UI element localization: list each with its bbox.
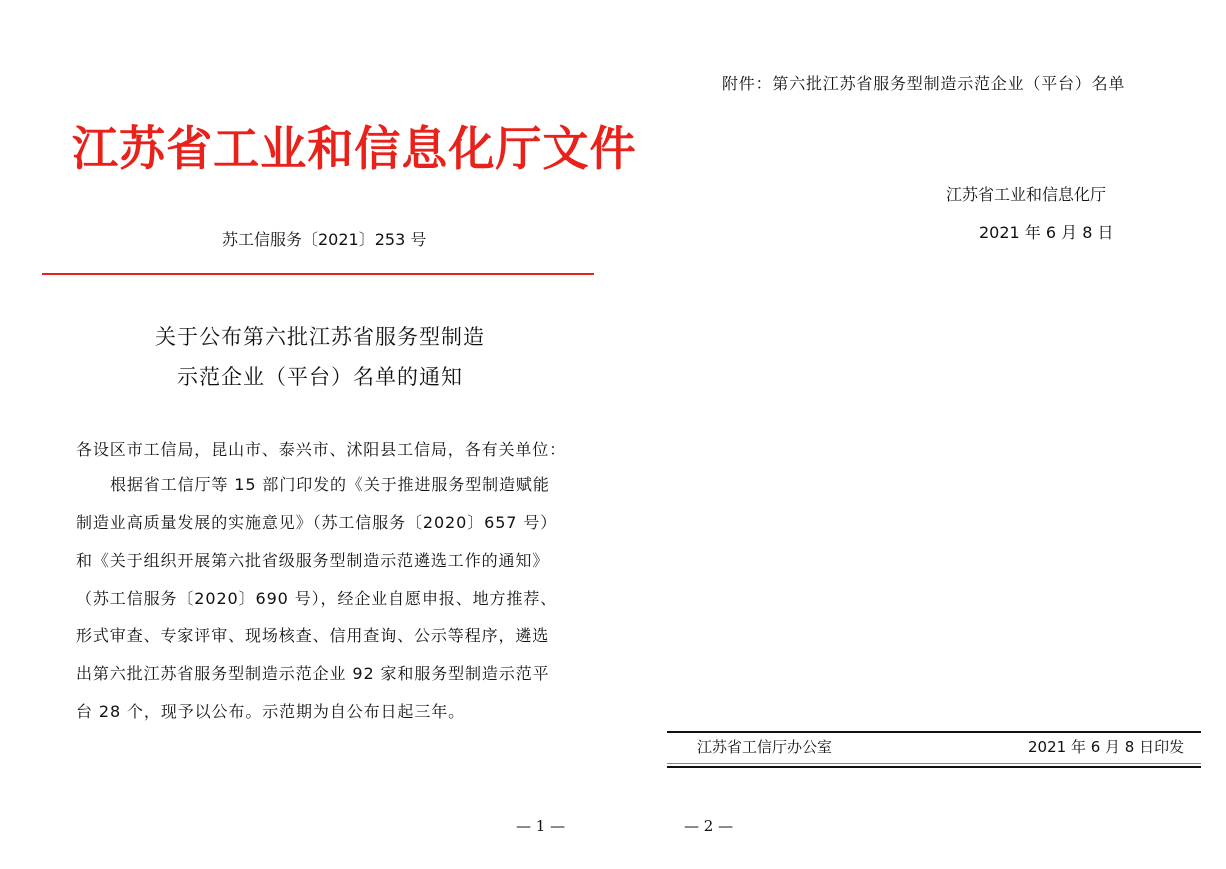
document-number: 苏工信服务〔2021〕253 号	[222, 230, 427, 249]
page-number-1: — 1 —	[516, 817, 566, 835]
footer-print-date: 2021 年 6 月 8 日印发	[1028, 738, 1185, 756]
notice-title-line-2: 示范企业（平台）名单的通知	[177, 365, 463, 389]
body-text-line: 制造业高质量发展的实施意见》（苏工信服务〔2020〕657 号）	[76, 513, 558, 532]
footer-inner-rule	[667, 763, 1201, 764]
body-text-line: 台 28 个，现予以公布。示范期为自公布日起三年。	[76, 702, 466, 721]
body-text-line: 和《关于组织开展第六批省级服务型制造示范遴选工作的通知》	[76, 551, 550, 570]
red-divider-line	[42, 273, 594, 275]
issue-date: 2021 年 6 月 8 日	[979, 223, 1114, 242]
page-number-2: — 2 —	[684, 817, 734, 835]
notice-title-line-1: 关于公布第六批江苏省服务型制造	[155, 325, 485, 349]
body-text-line: 出第六批江苏省服务型制造示范企业 92 家和服务型制造示范平	[76, 664, 550, 683]
issuer-name: 江苏省工业和信息化厅	[946, 185, 1107, 204]
footer-office: 江苏省工信厅办公室	[697, 738, 833, 756]
salutation-line: 各设区市工信局，昆山市、泰兴市、沭阳县工信局，各有关单位：	[76, 440, 567, 459]
letterhead-title: 江苏省工业和信息化厅文件	[72, 122, 637, 177]
body-text-line: 根据省工信厅等 15 部门印发的《关于推进服务型制造赋能	[110, 475, 550, 494]
attachment-note: 附件：第六批江苏省服务型制造示范企业（平台）名单	[722, 74, 1126, 93]
body-text-line: （苏工信服务〔2020〕690 号），经企业自愿申报、地方推荐、	[76, 589, 558, 608]
body-text-line: 形式审查、专家评审、现场核查、信用查询、公示等程序，遴选	[76, 626, 550, 645]
